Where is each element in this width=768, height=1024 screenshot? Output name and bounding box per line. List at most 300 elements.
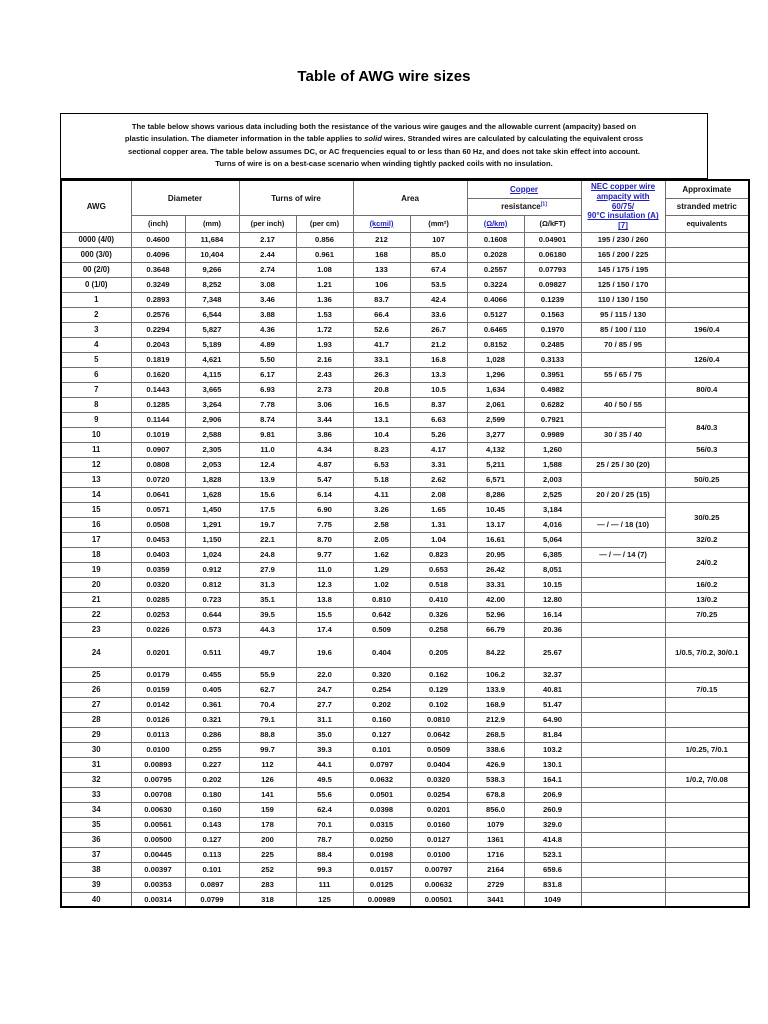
- cell-awg: 0 (1/0): [61, 277, 131, 292]
- cell-area-mm2: 0.258: [410, 622, 467, 637]
- table-row: [61, 577, 749, 592]
- cell-resistance-ohm-kft: 0.06180: [524, 247, 581, 262]
- cell-stranded-metric: 30/0.25: [665, 502, 749, 532]
- cell-resistance-ohm-km: 84.22: [467, 637, 524, 667]
- cell-resistance-ohm-kft: 0.04901: [524, 232, 581, 247]
- cell-resistance-ohm-kft: 6,385: [524, 547, 581, 562]
- cell-area-mm2: 0.00501: [410, 892, 467, 907]
- cell-turns-per-cm: 13.8: [296, 592, 353, 607]
- cell-diameter-mm: 0.0897: [185, 877, 239, 892]
- cell-area-kcmil: 0.0398: [353, 802, 410, 817]
- nec-line-4: 90°C insulation (A): [587, 211, 659, 221]
- cell-diameter-inch: 0.1443: [131, 382, 185, 397]
- cell-diameter-mm: 0.160: [185, 802, 239, 817]
- cell-awg: 19: [61, 562, 131, 577]
- cell-diameter-mm: 1,828: [185, 472, 239, 487]
- cell-stranded-metric: [665, 697, 749, 712]
- cell-turns-per-cm: 5.47: [296, 472, 353, 487]
- cell-diameter-inch: 0.00445: [131, 847, 185, 862]
- cell-turns-per-inch: 12.4: [239, 457, 296, 472]
- cell-area-kcmil: 83.7: [353, 292, 410, 307]
- cell-diameter-mm: 1,450: [185, 502, 239, 517]
- cell-turns-per-inch: 283: [239, 877, 296, 892]
- cell-awg: 10: [61, 427, 131, 442]
- table-row: [61, 772, 749, 787]
- cell-awg: 29: [61, 727, 131, 742]
- unit-ohm-kft: (Ω/kFT): [524, 216, 581, 233]
- table-row: [61, 502, 749, 517]
- table-row: [61, 442, 749, 457]
- cell-nec-ampacity: [581, 412, 665, 427]
- cell-area-mm2: 0.326: [410, 607, 467, 622]
- cell-area-kcmil: 3.26: [353, 502, 410, 517]
- cell-turns-per-inch: 7.78: [239, 397, 296, 412]
- cell-diameter-mm: 2,906: [185, 412, 239, 427]
- cell-nec-ampacity: 95 / 115 / 130: [581, 307, 665, 322]
- cell-area-mm2: 2.08: [410, 487, 467, 502]
- cell-area-kcmil: 1.62: [353, 547, 410, 562]
- cell-nec-ampacity: 145 / 175 / 195: [581, 262, 665, 277]
- cell-diameter-mm: 1,628: [185, 487, 239, 502]
- cell-nec-ampacity: 195 / 230 / 260: [581, 232, 665, 247]
- cell-resistance-ohm-kft: 0.1239: [524, 292, 581, 307]
- cell-turns-per-cm: 111: [296, 877, 353, 892]
- cell-awg: 36: [61, 832, 131, 847]
- cell-resistance-ohm-kft: 0.3951: [524, 367, 581, 382]
- cell-awg: 3: [61, 322, 131, 337]
- cell-turns-per-cm: 44.1: [296, 757, 353, 772]
- cell-area-kcmil: 26.3: [353, 367, 410, 382]
- cell-area-mm2: 1.31: [410, 517, 467, 532]
- table-row: [61, 337, 749, 352]
- cell-resistance-ohm-kft: 1049: [524, 892, 581, 907]
- cell-area-kcmil: 41.7: [353, 337, 410, 352]
- cell-diameter-mm: 5,827: [185, 322, 239, 337]
- table-row: [61, 277, 749, 292]
- unit-per-cm: (per cm): [296, 216, 353, 233]
- cell-awg: 0000 (4/0): [61, 232, 131, 247]
- kcmil-link[interactable]: (kcmil): [369, 218, 394, 228]
- cell-stranded-metric: 1/0.5, 7/0.2, 30/0.1: [665, 637, 749, 667]
- cell-area-mm2: 0.205: [410, 637, 467, 667]
- table-row: [61, 262, 749, 277]
- cell-turns-per-cm: 1.93: [296, 337, 353, 352]
- cell-awg: 11: [61, 442, 131, 457]
- cell-turns-per-cm: 2.73: [296, 382, 353, 397]
- cell-turns-per-cm: 6.14: [296, 487, 353, 502]
- cell-area-mm2: 0.0160: [410, 817, 467, 832]
- cell-resistance-ohm-kft: 40.81: [524, 682, 581, 697]
- cell-stranded-metric: 126/0.4: [665, 352, 749, 367]
- cell-nec-ampacity: [581, 727, 665, 742]
- cell-stranded-metric: 13/0.2: [665, 592, 749, 607]
- cell-stranded-metric: 1/0.2, 7/0.08: [665, 772, 749, 787]
- cell-nec-ampacity: [581, 577, 665, 592]
- cell-turns-per-cm: 49.5: [296, 772, 353, 787]
- cell-resistance-ohm-kft: 0.07793: [524, 262, 581, 277]
- cell-diameter-mm: 0.455: [185, 667, 239, 682]
- cell-diameter-mm: 10,404: [185, 247, 239, 262]
- table-row: [61, 547, 749, 562]
- cell-diameter-mm: 0.202: [185, 772, 239, 787]
- cell-area-kcmil: 0.00989: [353, 892, 410, 907]
- cell-nec-ampacity: [581, 712, 665, 727]
- table-row: [61, 232, 749, 247]
- cell-turns-per-inch: 4.36: [239, 322, 296, 337]
- cell-stranded-metric: 24/0.2: [665, 547, 749, 577]
- cell-turns-per-inch: 31.3: [239, 577, 296, 592]
- cell-resistance-ohm-km: 2164: [467, 862, 524, 877]
- cell-turns-per-inch: 15.6: [239, 487, 296, 502]
- cell-nec-ampacity: [581, 802, 665, 817]
- cell-area-mm2: 3.31: [410, 457, 467, 472]
- table-row: [61, 412, 749, 427]
- cell-area-mm2: 67.4: [410, 262, 467, 277]
- cell-area-kcmil: 0.101: [353, 742, 410, 757]
- cell-resistance-ohm-km: 1716: [467, 847, 524, 862]
- cell-resistance-ohm-kft: 0.9989: [524, 427, 581, 442]
- cell-diameter-mm: 0.644: [185, 607, 239, 622]
- cell-diameter-inch: 0.0179: [131, 667, 185, 682]
- cell-resistance-ohm-km: 1361: [467, 832, 524, 847]
- cell-stranded-metric: 7/0.15: [665, 682, 749, 697]
- cell-diameter-inch: 0.00397: [131, 862, 185, 877]
- cell-resistance-ohm-km: 66.79: [467, 622, 524, 637]
- cell-awg: 24: [61, 637, 131, 667]
- cell-nec-ampacity: [581, 742, 665, 757]
- cell-awg: 28: [61, 712, 131, 727]
- cell-turns-per-inch: 200: [239, 832, 296, 847]
- cell-stranded-metric: 32/0.2: [665, 532, 749, 547]
- cell-turns-per-inch: 318: [239, 892, 296, 907]
- cell-resistance-ohm-km: 1079: [467, 817, 524, 832]
- cell-nec-ampacity: [581, 787, 665, 802]
- cell-area-kcmil: 2.58: [353, 517, 410, 532]
- cell-area-mm2: 26.7: [410, 322, 467, 337]
- table-row: [61, 892, 749, 907]
- cell-awg: 37: [61, 847, 131, 862]
- unit-equivalents: equivalents: [665, 216, 749, 233]
- cell-stranded-metric: [665, 757, 749, 772]
- cell-turns-per-inch: 9.81: [239, 427, 296, 442]
- cell-awg: 6: [61, 367, 131, 382]
- cell-area-mm2: 8.37: [410, 397, 467, 412]
- cell-area-kcmil: 1.29: [353, 562, 410, 577]
- cell-nec-ampacity: [581, 442, 665, 457]
- cell-resistance-ohm-kft: 0.09827: [524, 277, 581, 292]
- cell-resistance-ohm-kft: 2,003: [524, 472, 581, 487]
- cell-stranded-metric: 56/0.3: [665, 442, 749, 457]
- cell-stranded-metric: [665, 337, 749, 352]
- cell-resistance-ohm-km: 13.17: [467, 517, 524, 532]
- cell-area-mm2: 1.65: [410, 502, 467, 517]
- table-row: [61, 562, 749, 577]
- cell-area-mm2: 0.410: [410, 592, 467, 607]
- cell-area-kcmil: 0.0157: [353, 862, 410, 877]
- cell-nec-ampacity: [581, 622, 665, 637]
- cell-area-kcmil: 13.1: [353, 412, 410, 427]
- cell-area-mm2: 5.26: [410, 427, 467, 442]
- nec-line-2: ampacity with: [596, 191, 650, 201]
- cell-turns-per-inch: 6.17: [239, 367, 296, 382]
- cell-resistance-ohm-km: 52.96: [467, 607, 524, 622]
- cell-area-kcmil: 0.0315: [353, 817, 410, 832]
- cell-stranded-metric: [665, 817, 749, 832]
- table-row: [61, 712, 749, 727]
- cell-awg: 34: [61, 802, 131, 817]
- cell-stranded-metric: [665, 307, 749, 322]
- cell-turns-per-inch: 22.1: [239, 532, 296, 547]
- cell-resistance-ohm-kft: 0.3133: [524, 352, 581, 367]
- cell-turns-per-inch: 19.7: [239, 517, 296, 532]
- cell-nec-ampacity: [581, 847, 665, 862]
- table-row: [61, 727, 749, 742]
- cell-turns-per-cm: 1.21: [296, 277, 353, 292]
- cell-awg: 00 (2/0): [61, 262, 131, 277]
- cell-resistance-ohm-kft: 659.6: [524, 862, 581, 877]
- cell-turns-per-cm: 1.72: [296, 322, 353, 337]
- cell-resistance-ohm-km: 678.8: [467, 787, 524, 802]
- cell-turns-per-inch: 55.9: [239, 667, 296, 682]
- cell-turns-per-inch: 27.9: [239, 562, 296, 577]
- cell-diameter-mm: 8,252: [185, 277, 239, 292]
- cell-nec-ampacity: 165 / 200 / 225: [581, 247, 665, 262]
- cell-nec-ampacity: [581, 502, 665, 517]
- cell-diameter-mm: 4,621: [185, 352, 239, 367]
- cell-resistance-ohm-km: 426.9: [467, 757, 524, 772]
- cell-area-mm2: 6.63: [410, 412, 467, 427]
- cell-turns-per-cm: 39.3: [296, 742, 353, 757]
- header-resistance: [467, 198, 581, 216]
- unit-mm2: (mm²): [410, 216, 467, 233]
- cell-turns-per-inch: 70.4: [239, 697, 296, 712]
- unit-ohm-km: [467, 216, 524, 233]
- cell-turns-per-inch: 2.74: [239, 262, 296, 277]
- cell-awg: 38: [61, 862, 131, 877]
- cell-turns-per-inch: 3.46: [239, 292, 296, 307]
- cell-diameter-inch: 0.0359: [131, 562, 185, 577]
- cell-nec-ampacity: [581, 817, 665, 832]
- cell-area-kcmil: 33.1: [353, 352, 410, 367]
- cell-resistance-ohm-km: 33.31: [467, 577, 524, 592]
- cell-awg: 23: [61, 622, 131, 637]
- cell-stranded-metric: [665, 667, 749, 682]
- cell-nec-ampacity: [581, 757, 665, 772]
- cell-turns-per-cm: 12.3: [296, 577, 353, 592]
- cell-resistance-ohm-km: 338.6: [467, 742, 524, 757]
- cell-diameter-mm: 0.143: [185, 817, 239, 832]
- cell-stranded-metric: [665, 397, 749, 412]
- cell-resistance-ohm-kft: 1,260: [524, 442, 581, 457]
- cell-resistance-ohm-km: 10.45: [467, 502, 524, 517]
- cell-stranded-metric: [665, 787, 749, 802]
- cell-turns-per-inch: 24.8: [239, 547, 296, 562]
- cell-area-mm2: 0.162: [410, 667, 467, 682]
- cell-diameter-mm: 0.0799: [185, 892, 239, 907]
- cell-area-mm2: 0.0320: [410, 772, 467, 787]
- cell-area-kcmil: 5.18: [353, 472, 410, 487]
- cell-area-kcmil: 0.642: [353, 607, 410, 622]
- cell-area-mm2: 2.62: [410, 472, 467, 487]
- cell-awg: 22: [61, 607, 131, 622]
- cell-area-mm2: 0.0100: [410, 847, 467, 862]
- cell-resistance-ohm-km: 0.3224: [467, 277, 524, 292]
- ohm-km-link[interactable]: (Ω/km): [483, 218, 508, 228]
- cell-resistance-ohm-kft: 0.2485: [524, 337, 581, 352]
- cell-turns-per-cm: 22.0: [296, 667, 353, 682]
- cell-diameter-inch: 0.0201: [131, 637, 185, 667]
- cell-area-kcmil: 0.0125: [353, 877, 410, 892]
- cell-nec-ampacity: [581, 607, 665, 622]
- nec-line-3: 60/75/: [611, 201, 635, 211]
- cell-turns-per-inch: 178: [239, 817, 296, 832]
- cell-turns-per-inch: 4.89: [239, 337, 296, 352]
- cell-resistance-ohm-km: 168.9: [467, 697, 524, 712]
- cell-diameter-inch: 0.00314: [131, 892, 185, 907]
- cell-area-kcmil: 0.404: [353, 637, 410, 667]
- cell-area-kcmil: 133: [353, 262, 410, 277]
- cell-resistance-ohm-km: 2,061: [467, 397, 524, 412]
- cell-resistance-ohm-kft: 16.14: [524, 607, 581, 622]
- cell-awg: 14: [61, 487, 131, 502]
- cell-area-kcmil: 0.202: [353, 697, 410, 712]
- cell-diameter-mm: 9,266: [185, 262, 239, 277]
- cell-resistance-ohm-km: 3441: [467, 892, 524, 907]
- cell-turns-per-cm: 2.16: [296, 352, 353, 367]
- cell-turns-per-cm: 8.70: [296, 532, 353, 547]
- cell-stranded-metric: [665, 292, 749, 307]
- cell-turns-per-cm: 11.0: [296, 562, 353, 577]
- cell-area-mm2: 0.00797: [410, 862, 467, 877]
- table-row: [61, 532, 749, 547]
- cell-turns-per-cm: 19.6: [296, 637, 353, 667]
- cell-stranded-metric: [665, 727, 749, 742]
- cell-resistance-ohm-kft: 103.2: [524, 742, 581, 757]
- cell-stranded-metric: [665, 892, 749, 907]
- cell-resistance-ohm-kft: 81.84: [524, 727, 581, 742]
- cell-resistance-ohm-km: 4,132: [467, 442, 524, 457]
- cell-stranded-metric: [665, 877, 749, 892]
- cell-nec-ampacity: [581, 472, 665, 487]
- table-row: [61, 607, 749, 622]
- cell-turns-per-inch: 6.93: [239, 382, 296, 397]
- cell-nec-ampacity: 30 / 35 / 40: [581, 427, 665, 442]
- cell-resistance-ohm-km: 0.8152: [467, 337, 524, 352]
- cell-turns-per-inch: 39.5: [239, 607, 296, 622]
- cell-resistance-ohm-kft: 12.80: [524, 592, 581, 607]
- cell-turns-per-cm: 1.36: [296, 292, 353, 307]
- cell-nec-ampacity: 125 / 150 / 170: [581, 277, 665, 292]
- cell-area-kcmil: 212: [353, 232, 410, 247]
- table-row: [61, 847, 749, 862]
- cell-diameter-mm: 1,150: [185, 532, 239, 547]
- table-row: [61, 367, 749, 382]
- table-row: [61, 802, 749, 817]
- table-row: [61, 472, 749, 487]
- nec-ampacity-link[interactable]: [587, 182, 658, 230]
- cell-diameter-mm: 11,684: [185, 232, 239, 247]
- cell-area-kcmil: 0.509: [353, 622, 410, 637]
- cell-stranded-metric: [665, 457, 749, 472]
- cell-turns-per-inch: 126: [239, 772, 296, 787]
- cell-nec-ampacity: 20 / 20 / 25 (15): [581, 487, 665, 502]
- cell-nec-ampacity: 25 / 25 / 30 (20): [581, 457, 665, 472]
- cell-stranded-metric: [665, 832, 749, 847]
- cell-diameter-mm: 0.361: [185, 697, 239, 712]
- table-row: [61, 817, 749, 832]
- cell-awg: 12: [61, 457, 131, 472]
- cell-diameter-mm: 0.321: [185, 712, 239, 727]
- cell-turns-per-cm: 3.86: [296, 427, 353, 442]
- cell-resistance-ohm-km: 0.1608: [467, 232, 524, 247]
- cell-diameter-inch: 0.0508: [131, 517, 185, 532]
- cell-resistance-ohm-kft: 0.4982: [524, 382, 581, 397]
- cell-turns-per-inch: 252: [239, 862, 296, 877]
- cell-diameter-mm: 0.812: [185, 577, 239, 592]
- cell-area-mm2: 33.6: [410, 307, 467, 322]
- cell-area-mm2: 0.102: [410, 697, 467, 712]
- cell-area-mm2: 0.0404: [410, 757, 467, 772]
- unit-mm: (mm): [185, 216, 239, 233]
- cell-turns-per-cm: 2.43: [296, 367, 353, 382]
- cell-resistance-ohm-km: 16.61: [467, 532, 524, 547]
- cell-area-mm2: 16.8: [410, 352, 467, 367]
- cell-turns-per-cm: 31.1: [296, 712, 353, 727]
- cell-diameter-inch: 0.00708: [131, 787, 185, 802]
- cell-diameter-mm: 0.912: [185, 562, 239, 577]
- cell-nec-ampacity: [581, 862, 665, 877]
- cell-area-mm2: 0.823: [410, 547, 467, 562]
- resistance-label: resistance: [501, 202, 541, 212]
- header-row-groups: [61, 180, 749, 198]
- header-awg: AWG: [61, 180, 131, 232]
- cell-diameter-mm: 6,544: [185, 307, 239, 322]
- cell-turns-per-cm: 70.1: [296, 817, 353, 832]
- cell-diameter-mm: 0.180: [185, 787, 239, 802]
- cell-diameter-inch: 0.3249: [131, 277, 185, 292]
- cell-area-kcmil: 0.0797: [353, 757, 410, 772]
- cell-awg: 32: [61, 772, 131, 787]
- cell-area-kcmil: 0.810: [353, 592, 410, 607]
- cell-turns-per-inch: 11.0: [239, 442, 296, 457]
- cell-area-mm2: 0.518: [410, 577, 467, 592]
- cell-stranded-metric: [665, 712, 749, 727]
- cell-diameter-mm: 1,024: [185, 547, 239, 562]
- cell-turns-per-inch: 8.74: [239, 412, 296, 427]
- cell-resistance-ohm-km: 856.0: [467, 802, 524, 817]
- cell-awg: 30: [61, 742, 131, 757]
- cell-area-mm2: 107: [410, 232, 467, 247]
- cell-nec-ampacity: — / — / 14 (7): [581, 547, 665, 562]
- cell-area-mm2: 0.129: [410, 682, 467, 697]
- unit-kcmil: [353, 216, 410, 233]
- cell-turns-per-cm: 6.90: [296, 502, 353, 517]
- cell-awg: 16: [61, 517, 131, 532]
- table-row: [61, 697, 749, 712]
- cell-turns-per-inch: 141: [239, 787, 296, 802]
- cell-awg: 39: [61, 877, 131, 892]
- cell-resistance-ohm-kft: 0.7921: [524, 412, 581, 427]
- cell-diameter-inch: 0.00500: [131, 832, 185, 847]
- copper-link[interactable]: Copper: [510, 184, 539, 194]
- cell-diameter-mm: 0.113: [185, 847, 239, 862]
- cell-area-mm2: 0.653: [410, 562, 467, 577]
- cell-area-mm2: 85.0: [410, 247, 467, 262]
- cell-resistance-ohm-kft: 4,016: [524, 517, 581, 532]
- cell-awg: 9: [61, 412, 131, 427]
- cell-turns-per-inch: 2.44: [239, 247, 296, 262]
- cell-resistance-ohm-kft: 206.9: [524, 787, 581, 802]
